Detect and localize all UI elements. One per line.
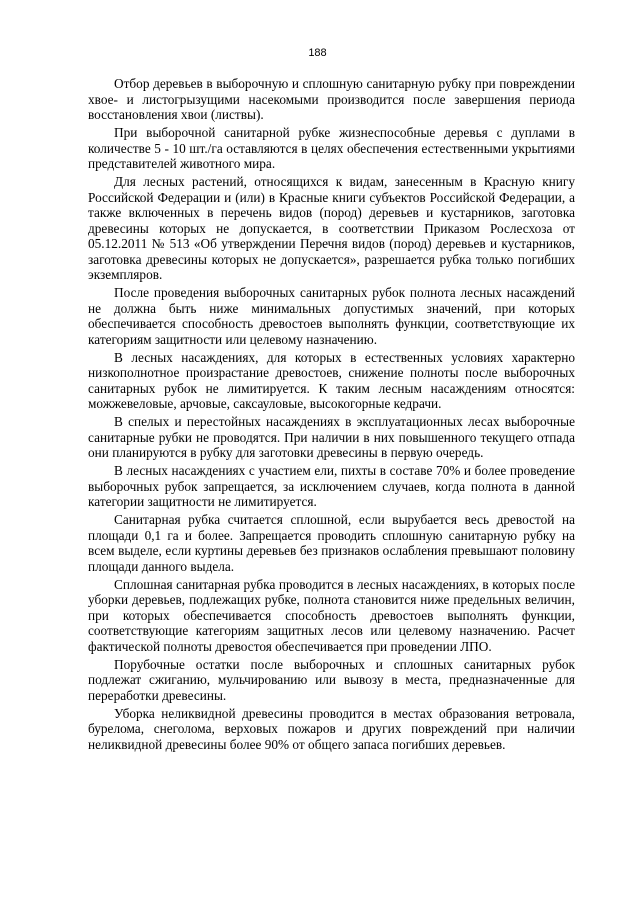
paragraph: Санитарная рубка считается сплошной, если вырубается весь древостой на площади 0,1 га и более. Запрещается проводить сплошную санитарную рубку на всем выделе, если куртины деревьев без признаков ослабления превышают половину площади данного выдела.: [88, 512, 575, 574]
paragraph: При выборочной санитарной рубке жизнеспособные деревья с дуплами в количестве 5 - 10 шт./га оставляются в целях обеспечения естественными укрытиями представителей животного мира.: [88, 125, 575, 171]
paragraph: В лесных насаждениях, для которых в естественных условиях характерно низкополнотное произрастание древостоев, снижение полноты после выборочных санитарных рубок не лимитируется. К таким лесным насаждениям относятся: можжевеловые, арчовые, саксауловые, высокогорные кедрачи.: [88, 349, 575, 411]
paragraph: В лесных насаждениях с участием ели, пихты в составе 70% и более проведение выборочных рубок запрещается, за исключением случаев, когда полнота в данной категории защитности не лимитируется.: [88, 463, 575, 509]
paragraph: Сплошная санитарная рубка проводится в лесных насаждениях, в которых после уборки деревьев, подлежащих рубке, полнота становится ниже предельных величин, при которых обеспечивается способность древостоев выполнять функции, соответствующие категориям защитных лесов или целевому назначению. Расчет фактической полноты древостоя обеспечивается при проведении ЛПО.: [88, 576, 575, 654]
paragraph: Уборка неликвидной древесины проводится в местах образования ветровала, бурелома, снеголома, верховых пожаров и других повреждений при наличии неликвидной древесины более 90% от общего запаса погибших деревьев.: [88, 705, 575, 752]
paragraph: После проведения выборочных санитарных рубок полнота лесных насаждений не должна быть ниже минимальных допустимых значений, при которых обеспечивается способность древостоев выполнять функции, соответствующие их категориям защитности или целевому назначению.: [88, 285, 575, 347]
page-number: 188: [308, 47, 327, 59]
paragraph: Отбор деревьев в выборочную и сплошную санитарную рубку при повреждении хвое- и листогрызущими насекомыми производится после завершения периода восстановления хвои (листвы).: [88, 76, 575, 122]
document-body: [88, 76, 575, 755]
paragraph: Порубочные остатки после выборочных и сплошных санитарных рубок подлежат сжиганию, мульчированию или вывозу в места, предназначенные для переработки древесины.: [88, 656, 575, 703]
paragraph: В спелых и перестойных насаждениях в эксплуатационных лесах выборочные санитарные рубки не проводятся. При наличии в них повышенного текущего отпада они планируются в рубку для заготовки древесины в первую очередь.: [88, 414, 575, 460]
paragraph: Для лесных растений, относящихся к видам, занесенным в Красную книгу Российской Федерации и (или) в Красные книги субъектов Российской Федерации, а также включенных в перечень видов (пород) деревьев и кустарников, заготовка древесины которых не допускается, в соответствии Приказом Рослесхоза от 05.12.2011 № 513 «Об утверждении Перечня видов (пород) деревьев и кустарников, заготовка древесины которых не допускается», разрешается рубка только погибших экземпляров.: [88, 174, 575, 282]
